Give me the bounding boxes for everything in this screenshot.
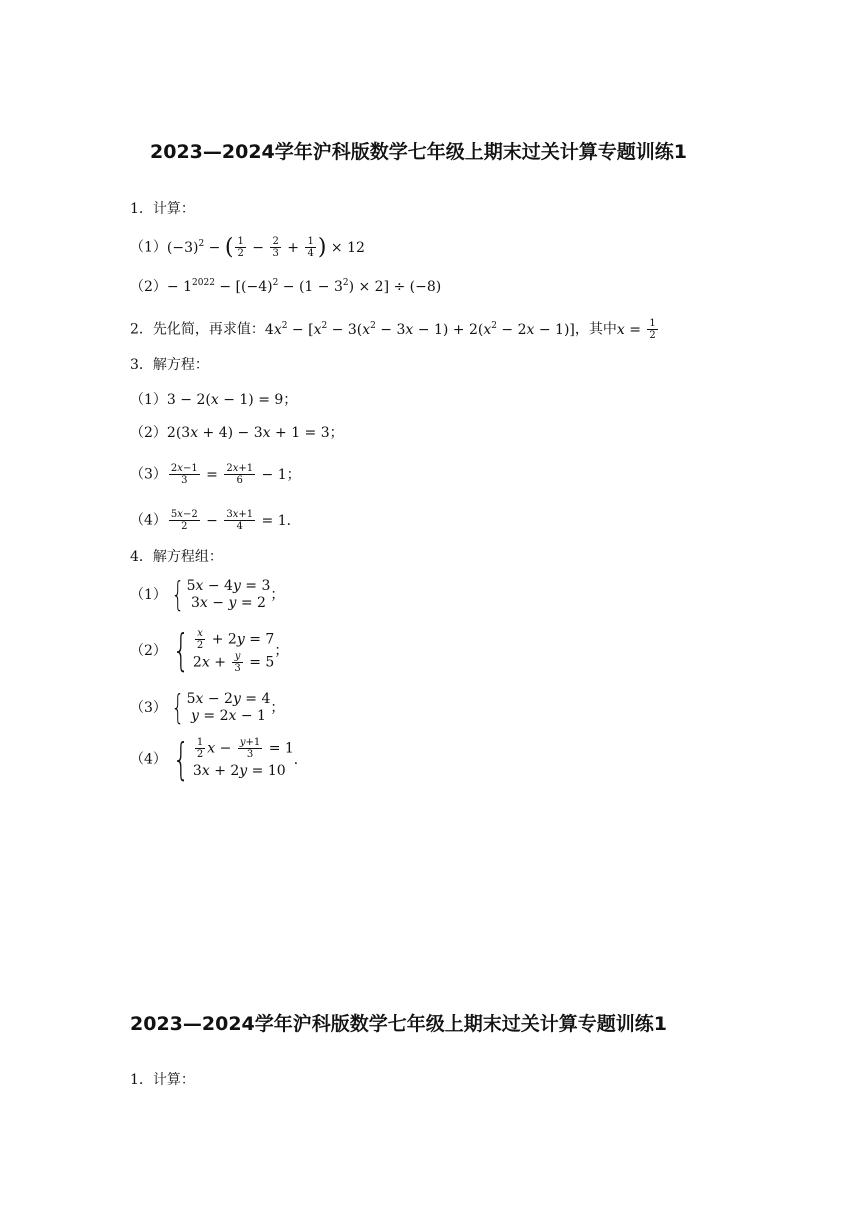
q4-part4-number: （4）: [130, 751, 167, 768]
q4-part2-system: { $\frac{x}{2}$ + 2y = 7 2x + $\frac{y}{3}$ = 5: [172, 625, 275, 676]
repeat-q1-label: 1．计算：: [130, 1072, 195, 1088]
q4-part4: [130, 733, 308, 785]
q3-part1-expression: 3 − 2(x − 1) = 9；: [166, 392, 298, 408]
q3-part2-number: （2）: [130, 425, 167, 441]
q4-part4-tail: ．: [293, 751, 308, 768]
q1-part2-number: （2）: [130, 279, 167, 295]
q3-part2-expression: 2(3x + 4) − 3x + 1 = 3；: [166, 425, 344, 441]
q4-part1: [130, 575, 285, 615]
q4-part1-number: （1）: [130, 587, 167, 603]
q3-part3-number: （3）: [130, 466, 167, 483]
q4-part2-eq1: $\frac{x}{2}$ + 2y = 7: [196, 628, 275, 651]
q4-part1-system: { 5x − 4y = 3 3x − y = 2: [171, 575, 271, 615]
q4-part3-tail: ；: [270, 700, 285, 716]
q3-part2: [130, 424, 344, 442]
q3-label: 3．解方程：: [130, 357, 209, 373]
q4-part2-number: （2）: [130, 643, 167, 659]
q3-part3: [130, 463, 301, 486]
q1-part2-expression: − $1^{2022} - [(-4)^2 - (1 - 3^2) \times 2] \div (-8)$: [166, 278, 442, 295]
q1-part2: [130, 278, 441, 296]
q2-condition-prefix: ，其中: [574, 321, 617, 338]
q3-part1-number: （1）: [130, 392, 167, 408]
repeat-page-title: 2023—2024学年沪科版数学七年级上期末过关计算专题训练1: [130, 1013, 667, 1035]
q2: [130, 318, 660, 341]
q2-condition: x = $\frac{1}{2}$: [616, 318, 656, 341]
q4-part3-eq2: y = 2x − 1: [191, 708, 266, 724]
q1-part1: [130, 236, 365, 259]
q4-part3-number: （3）: [130, 700, 167, 716]
q2-label: 2．先化简，再求值：: [130, 321, 265, 338]
q4-part4-eq2: 3x + 2y = 10: [192, 763, 286, 779]
q4-part3-system: { 5x − 2y = 4 y = 2x − 1: [171, 688, 271, 728]
q4-part1-tail: ；: [270, 587, 285, 603]
q3-part1: [130, 391, 297, 409]
q4-part2-eq2: 2x + $\frac{y}{3}$ = 5: [192, 651, 275, 674]
q3-part4-expression: $\frac{5x-2}{2}$ − $\frac{3x+1}{4}$ = 1．: [170, 509, 301, 532]
q4-part4-system: { $\frac{1}{2}$ x − $\frac{y+1}{3}$ = 1 3x + 2y = 10: [172, 733, 294, 785]
q4-part1-eq1: 5x − 4y = 3: [186, 578, 271, 594]
q4-part3: [130, 688, 285, 728]
q4-part2: [130, 625, 289, 676]
q4-part1-eq2: 3x − y = 2: [186, 595, 266, 611]
q4-part3-eq1: 5x − 2y = 4: [186, 691, 271, 707]
q1-part1-expression: $(-3)^2$ − ( $\frac{1}{2}$ − $\frac{2}{3}$ + $\frac{1}{4}$ ) × 12: [166, 234, 365, 260]
q1-part1-number: （1）: [130, 239, 167, 256]
q4-part4-eq1: $\frac{1}{2}$ x − $\frac{y+1}{3}$ = 1: [196, 737, 294, 760]
q3-part3-expression: $\frac{2x-1}{3}$ = $\frac{2x+1}{6}$ − 1；: [170, 463, 301, 486]
q3-part4: [130, 509, 301, 532]
q2-expression: $4x^2 - [x^2 - 3(x^2 - 3x - 1) + 2(x^2 - 2x - 1)]$: [264, 320, 575, 338]
q1-label: 1．计算：: [130, 201, 195, 217]
page-title: 2023—2024学年沪科版数学七年级上期末过关计算专题训练1: [150, 141, 687, 163]
q3-part4-number: （4）: [130, 512, 167, 529]
q4-label: 4．解方程组：: [130, 549, 223, 565]
q4-part2-tail: ；: [274, 643, 289, 659]
